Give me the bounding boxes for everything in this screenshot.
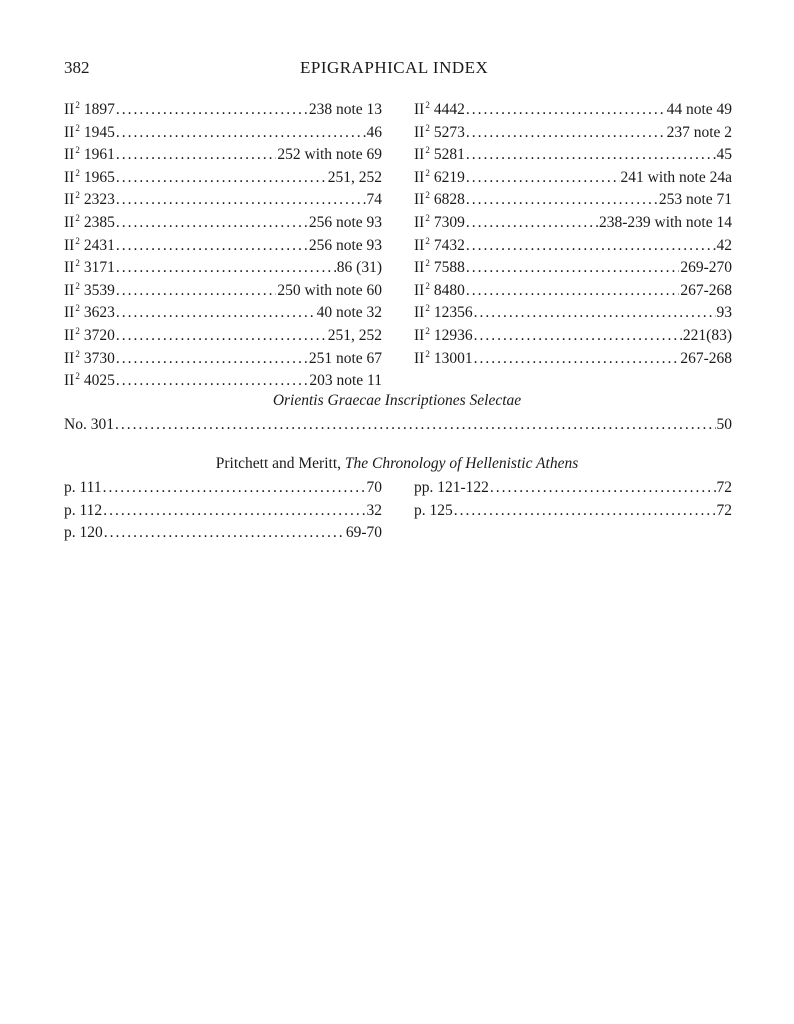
index-entry: [414, 94, 732, 117]
ig-exponent: 2: [425, 303, 430, 314]
ig-prefix: II: [64, 168, 75, 186]
dot-leader: [466, 122, 666, 145]
page-reference: 203 note 11: [309, 372, 382, 390]
page-reference: 221(83): [682, 326, 732, 344]
pritchett-heading-title: The Chronology of Hellenistic Athens: [344, 455, 579, 472]
ig-exponent: 2: [425, 100, 430, 110]
dot-leader: [103, 500, 365, 523]
index-entry: [64, 522, 382, 545]
pritchett-meritt-heading: [0, 455, 794, 473]
page-reference: 252 with note 69: [277, 146, 382, 164]
inscription-number: 3539: [83, 281, 115, 299]
dot-leader: [116, 280, 277, 303]
pritchett-column-left: [64, 477, 382, 545]
dot-leader: [466, 212, 598, 235]
dot-leader: [466, 189, 658, 212]
entry-label: p. 112: [64, 501, 103, 519]
inscription-number: 7588: [433, 259, 465, 277]
entry-label: No. 301: [64, 416, 114, 433]
page-reference: 251, 252: [327, 326, 382, 344]
ig-exponent: 2: [75, 122, 80, 133]
ig-prefix: II: [414, 101, 425, 118]
page-reference: 241 with note 24a: [620, 168, 732, 186]
inscription-number: 7432: [433, 236, 465, 254]
dot-leader: [490, 477, 716, 500]
ig-prefix: II: [64, 326, 75, 344]
pritchett-heading-authors: Pritchett and Meritt,: [215, 455, 342, 472]
ig-exponent: 2: [75, 100, 80, 110]
index-entry: [64, 94, 382, 117]
ig-prefix: II: [414, 281, 425, 299]
ig-exponent: 2: [75, 371, 80, 382]
page-reference: 256 note 93: [308, 213, 382, 231]
dot-leader: [116, 99, 308, 122]
page-reference: 44 note 49: [666, 101, 732, 118]
inscription-number: 1945: [83, 123, 115, 141]
inscription-number: 7309: [433, 213, 465, 231]
ogis-heading: Orientis Graecae Inscriptiones Selectae: [272, 392, 522, 409]
inscription-number: 8480: [433, 281, 465, 299]
dot-leader: [474, 348, 680, 371]
dot-leader: [466, 99, 666, 122]
dot-leader: [116, 122, 366, 145]
ig-prefix: II: [414, 236, 425, 254]
page-reference: 93: [716, 304, 732, 322]
running-head: EPIGRAPHICAL INDEX: [300, 58, 489, 77]
ig-prefix: II: [64, 213, 75, 231]
ig-prefix: II: [414, 304, 425, 322]
dot-leader: [116, 189, 366, 212]
page-reference: 267-268: [680, 281, 732, 299]
page-reference: 253 note 71: [658, 191, 732, 209]
dot-leader: [116, 325, 327, 348]
ig-exponent: 2: [75, 258, 80, 269]
page-number: 382: [64, 58, 90, 77]
entry-label: [64, 365, 115, 393]
ig-prefix: II: [414, 326, 425, 344]
entry-label: p. 120: [64, 524, 103, 542]
dot-leader: [116, 235, 308, 258]
entry-label: [414, 343, 473, 371]
page-reference: 45: [716, 146, 732, 164]
page-reference: 238-239 with note 14: [598, 213, 732, 231]
ig-exponent: 2: [75, 190, 80, 201]
ig-prefix: II: [64, 281, 75, 299]
ig-exponent: 2: [425, 325, 430, 336]
dot-leader: [466, 167, 620, 190]
ig-prefix: II: [64, 101, 75, 118]
entry-label: p. 111: [64, 479, 102, 496]
page-reference: 267-268: [680, 349, 732, 367]
ig-prefix: II: [414, 123, 425, 141]
ig-exponent: 2: [425, 190, 430, 201]
ig-prefix: II: [64, 123, 75, 141]
inscription-number: 3730: [83, 349, 115, 367]
page-reference: 251 note 67: [308, 349, 382, 367]
inscription-number: 1965: [83, 168, 115, 186]
page-reference: 40 note 32: [316, 304, 382, 322]
ig-prefix: II: [414, 168, 425, 186]
inscription-number: 3720: [83, 326, 115, 344]
ig-exponent: 2: [75, 325, 80, 336]
page-reference: 250 with note 60: [277, 281, 382, 299]
dot-leader: [103, 477, 366, 500]
dot-leader: [474, 302, 716, 325]
ig-exponent: 2: [75, 145, 80, 156]
ig-column-right: [414, 94, 732, 365]
ig-prefix: II: [64, 259, 75, 277]
inscription-number: 12936: [433, 326, 473, 344]
page-reference: 42: [716, 236, 732, 254]
page-reference: 74: [366, 191, 382, 209]
inscription-number: 2323: [83, 191, 115, 209]
ig-prefix: II: [414, 191, 425, 209]
ogis-list: [64, 414, 732, 437]
page-reference: 70: [366, 479, 382, 496]
inscription-number: 5273: [433, 123, 465, 141]
ig-exponent: 2: [425, 235, 430, 246]
ig-exponent: 2: [425, 167, 430, 178]
page-reference: 50: [716, 416, 732, 433]
inscription-number: 1897: [83, 101, 115, 118]
inscription-number: 13001: [433, 349, 473, 367]
page-reference: 32: [366, 501, 382, 519]
ig-exponent: 2: [425, 145, 430, 156]
inscription-number: 2431: [83, 236, 115, 254]
ig-prefix: II: [64, 304, 75, 322]
ig-exponent: 2: [75, 167, 80, 178]
page-reference: 251, 252: [327, 168, 382, 186]
ig-exponent: 2: [75, 303, 80, 314]
dot-leader: [116, 167, 327, 190]
inscription-number: 3171: [83, 259, 115, 277]
inscription-number: 2385: [83, 213, 115, 231]
ig-exponent: 2: [425, 348, 430, 359]
ig-exponent: 2: [75, 235, 80, 246]
ig-prefix: II: [64, 191, 75, 209]
ig-prefix: II: [64, 349, 75, 367]
ig-prefix: II: [414, 349, 425, 367]
page-reference: 256 note 93: [308, 236, 382, 254]
dot-leader: [116, 348, 308, 371]
index-entry: [64, 477, 382, 500]
dot-leader: [474, 325, 682, 348]
entry-label: pp. 121-122: [414, 479, 489, 496]
ig-exponent: 2: [425, 122, 430, 133]
ig-exponent: 2: [75, 212, 80, 223]
ig-prefix: II: [64, 146, 75, 164]
dot-leader: [466, 235, 716, 258]
ig-prefix: II: [414, 146, 425, 164]
inscription-number: 6828: [433, 191, 465, 209]
ig-column-left: [64, 94, 382, 388]
index-entry: [414, 500, 732, 523]
ig-prefix: II: [64, 372, 75, 390]
ig-exponent: 2: [425, 280, 430, 291]
inscription-number: 5281: [433, 146, 465, 164]
dot-leader: [454, 500, 716, 523]
page-reference: 72: [716, 479, 732, 496]
dot-leader: [116, 370, 309, 393]
dot-leader: [104, 522, 345, 545]
ig-exponent: 2: [75, 348, 80, 359]
inscription-number: 12356: [433, 304, 473, 322]
dot-leader: [116, 212, 308, 235]
ig-exponent: 2: [75, 280, 80, 291]
ig-prefix: II: [414, 259, 425, 277]
ig-prefix: II: [64, 236, 75, 254]
entry-label: p. 125: [414, 501, 453, 519]
ig-exponent: 2: [425, 258, 430, 269]
index-entry: [64, 500, 382, 523]
dot-leader: [466, 144, 716, 167]
page-reference: 237 note 2: [666, 123, 732, 141]
inscription-number: 4025: [83, 372, 115, 390]
pritchett-column-right: [414, 477, 732, 522]
dot-leader: [466, 257, 680, 280]
page-reference: 69-70: [345, 524, 382, 542]
dot-leader: [115, 414, 716, 437]
index-entry: [64, 414, 732, 437]
inscription-number: 1961: [83, 146, 115, 164]
inscription-number: 4442: [433, 101, 465, 118]
index-entry: [414, 477, 732, 500]
inscription-number: 3623: [83, 304, 115, 322]
dot-leader: [116, 257, 336, 280]
page-reference: 269-270: [680, 259, 732, 277]
dot-leader: [466, 280, 680, 303]
ig-exponent: 2: [425, 212, 430, 223]
page-reference: 46: [366, 123, 382, 141]
page-reference: 238 note 13: [308, 101, 382, 118]
ig-prefix: II: [414, 213, 425, 231]
page-reference: 86 (31): [336, 259, 382, 277]
dot-leader: [116, 144, 277, 167]
inscription-number: 6219: [433, 168, 465, 186]
page-reference: 72: [716, 501, 732, 519]
dot-leader: [116, 302, 316, 325]
